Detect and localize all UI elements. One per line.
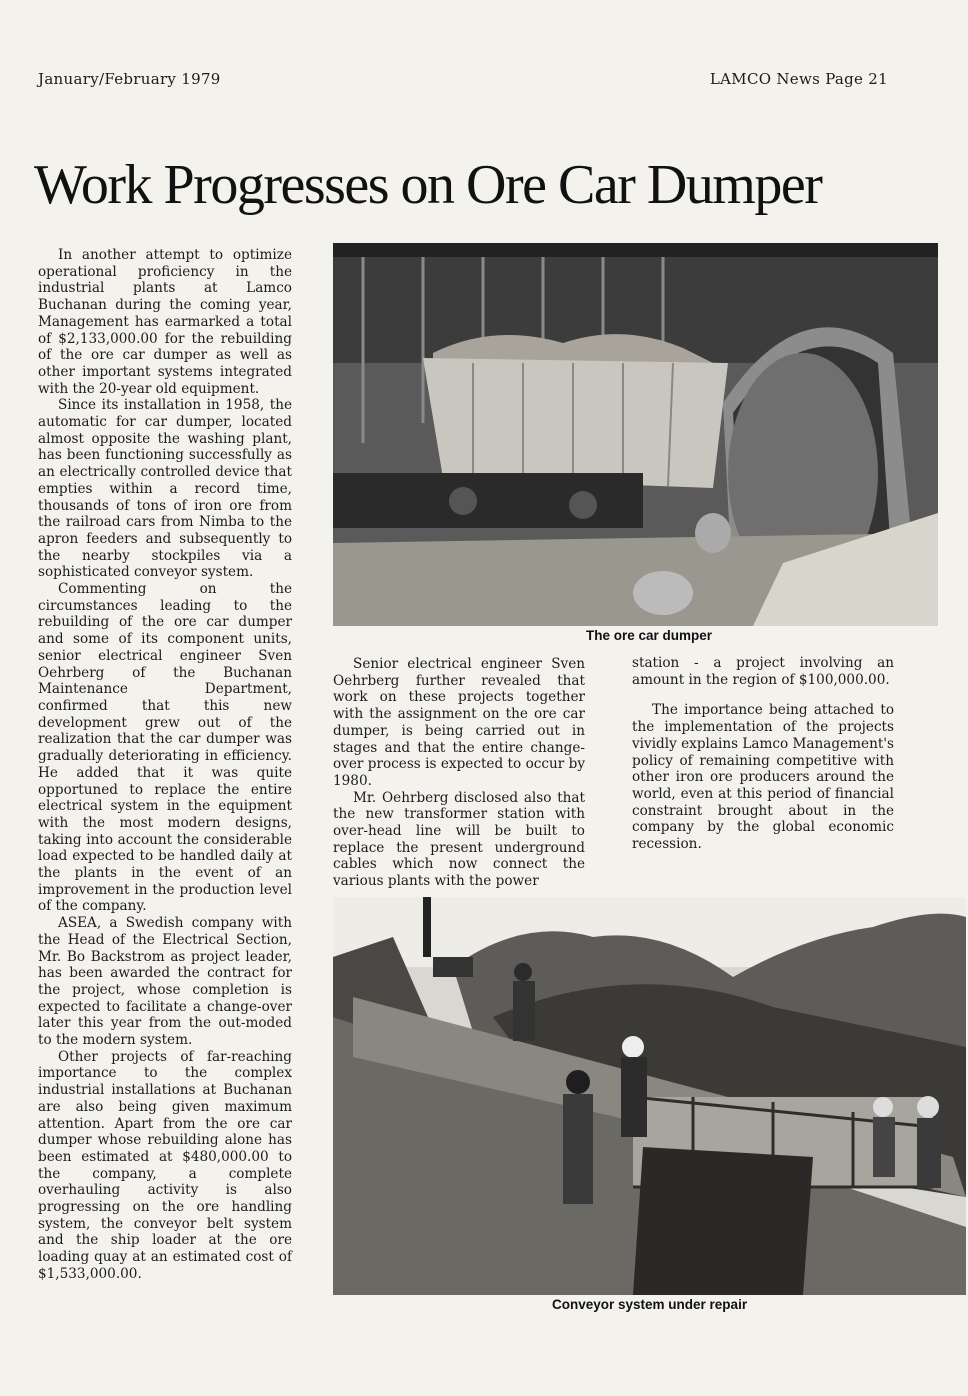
conveyor-photo-caption: Conveyor system under repair (552, 1297, 748, 1312)
paragraph: Other projects of far-reaching importance to the complex industrial installations at Buchanan are also being given maximum attention. Apart from the ore car dumper whose rebuilding alone has been estimated at $480,000.00 to the company, a complete overhauling activity is also progressing on the ore handling system, the conveyor belt system and the ship loader at the ore loading quay at an estimated cost of $1,533,000.00. (38, 1048, 292, 1282)
paragraph: ASEA, a Swedish company with the Head of the Electrical Section, Mr. Bo Backstrom as project leader, has been awarded the contract for the project, whose completion is expected to facilitate a change-over later this year from the out-moded to the modern system. (38, 915, 292, 1049)
paragraph: In another attempt to optimize operational proficiency in the industrial plants at Lamco Buchanan during the coming year, Management has earmarked a total of $2,133,000.00 for the rebuilding of the ore car dumper as well as other important systems integrated with the 20-year old equipment. (38, 247, 292, 397)
paragraph: Commenting on the circumstances leading to the rebuilding of the ore car dumper and some of its component units, senior electrical engineer Sven Oehrberg of the Buchanan Maintenance Department, confirmed that this new development grew out of the realization that the car dumper was gradually deteriorating in efficiency. He added that it was quite opportuned to replace the entire electrical system in the equipment with the most modern designs, taking into account the considerable load expected to be handled daily at the plants in the event of an improvement in the production level of the company. (38, 581, 292, 915)
paragraph: Since its installation in 1958, the automatic for car dumper, located almost opposite the washing plant, has been functioning successfully as an electrically controlled device that empties within a record time, thousands of tons of iron ore from the railroad cars from Nimba to the apron feeders and subsequently to the nearby stockpiles via a sophisticated conveyor system. (38, 397, 292, 581)
paragraph: Senior electrical engineer Sven Oehrberg further revealed that work on these projects together with the assignment on the ore car dumper, is being carried out in stages and that the entire change-over process is expected to occur by 1980. (333, 656, 585, 789)
issue-date: January/February 1979 (38, 70, 221, 88)
paragraph: The importance being attached to the implementation of the projects vividly explains Lamco Management's policy of remaining competitive with other iron ore producers around the world, even at this period of financial constraint brought about in the company by the global economic recession. (632, 702, 895, 853)
article-column-2 (333, 656, 585, 890)
article-column-1 (38, 247, 292, 1283)
conveyor-repair-photo (333, 897, 966, 1295)
publication-page: LAMCO News Page 21 (709, 70, 888, 88)
headline: Work Progresses on Ore Car Dumper (34, 154, 822, 216)
paragraph: Mr. Oehrberg disclosed also that the new transformer station with over-head line will be built to replace the present underground cables which now connect the various plants with the power (333, 789, 585, 890)
paragraph: station - a project involving an amount in the region of $100,000.00. (632, 655, 894, 688)
ore-car-dumper-photo (333, 243, 938, 626)
dumper-photo-caption: The ore car dumper (586, 628, 713, 643)
article-column-3 (632, 655, 894, 853)
